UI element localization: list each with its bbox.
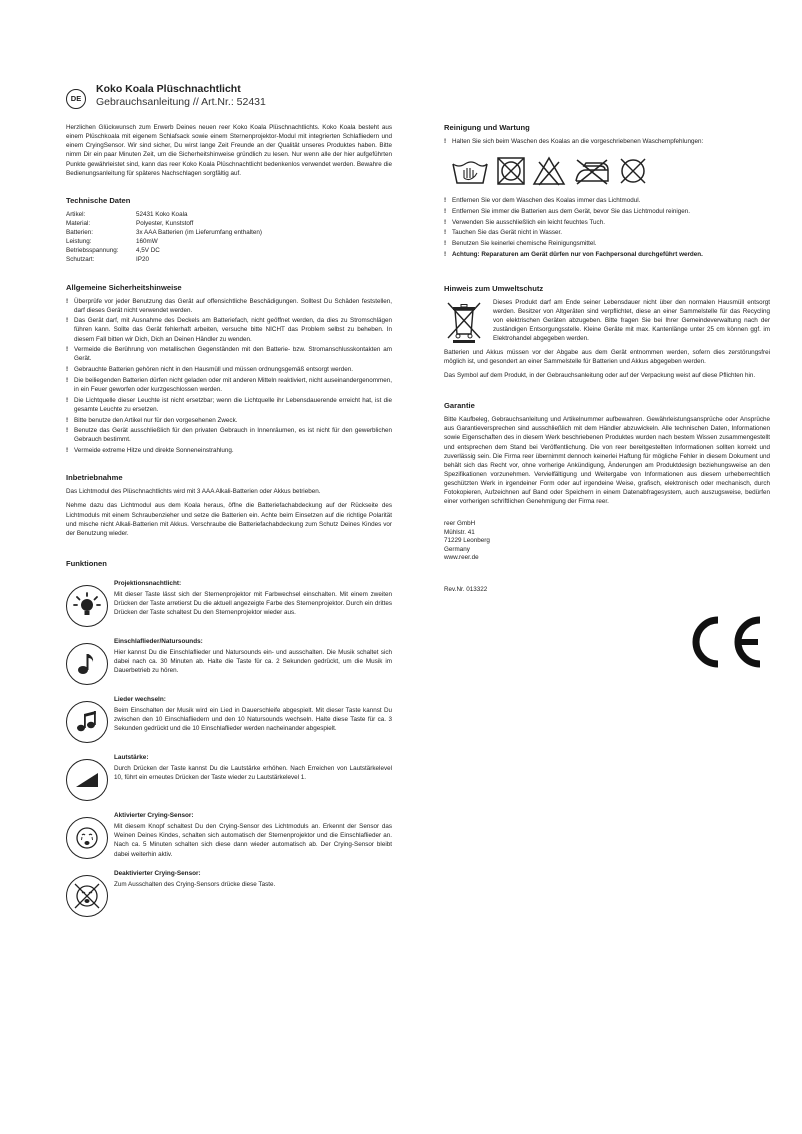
tech-row xyxy=(66,210,392,219)
crossed-bin-icon xyxy=(444,300,484,344)
safety-text: Das Gerät darf, mit Ausnahme des Deckels am Batteriefach, nicht geöffnet werden, da dies zu Stromschlägen führen kann. Sollte das Gerät fehlerhaft arbeiten, versuche bitte NICHT das Problem selbst zu beheben. In diesem Fall bitten wir Dich, Dich an Deinen Händler zu wenden. xyxy=(74,317,392,343)
tech-value: IP20 xyxy=(136,256,149,264)
warning-mark-icon: ! xyxy=(444,229,447,237)
care-item xyxy=(444,218,770,227)
care-text: Verwenden Sie ausschließlich ein leicht feuchtes Tuch. xyxy=(452,218,605,226)
function-body: Hier kannst Du die Einschlaflieder und Natursounds ein- und ausschalten. Die Musik schaltet sich dabei nach ca. 30 Minuten ab. Halte die Taste für ca. 2 Sekunden gedrückt, um die Musik im Dauerbetrieb zu hören. xyxy=(114,649,392,675)
washing-symbols xyxy=(450,156,770,186)
warning-mark-icon: ! xyxy=(444,240,447,247)
warning-mark-icon: ! xyxy=(66,346,69,354)
care-item xyxy=(444,196,770,205)
lightbulb-icon xyxy=(66,585,108,627)
function-text xyxy=(114,753,392,801)
warning-mark-icon: ! xyxy=(66,317,69,325)
warranty-text: Bitte Kaufbeleg, Gebrauchsanleitung und Artikelnummer aufbewahren. Gewährleistungsansprüche oder Ansprüche aus Garantieversprechen sind ausschließlich mit dem Händler abzuwickeln. Alle technischen Daten, Informationen sowie Eigenschaften des in diesem Werk beschriebenen Produktes wurden nach bestem Wissen zusammengestellt und entsprechen dem Stand bei Veröffentlichung. Die von reer bereitgestellten Informationen sollten korrekt und zuverlässig sein. Die Firma reer übernimmt dennoch keinerlei Haftung für mögliche Fehler in diesem Dokument und behält sich das Recht vor, ohne vorherige Ankündigung, Änderungen am Produktdesign beziehungsweise an den Spezifikationen vorzunehmen. Vervielfältigung und Weitergabe von Informationen aus diesem urheberrechtlich geschützten Werk in irgendeiner Form oder auf irgendeine Weise, grafisch, elektronisch oder mechanisch, durch Fotokopieren, Aufzeichnen auf Band oder Speichern in einem Datenabfragesystem, auch auszugsweise, bedürfen einer vorherigen schriftlichen Genehmigung der Firma reer. xyxy=(444,416,770,506)
function-title: Einschlaflieder/Natursounds: xyxy=(114,637,203,645)
address-street: Mühlstr. 41 xyxy=(444,528,475,536)
function-item xyxy=(66,695,392,743)
tech-row xyxy=(66,228,392,237)
tech-key: Schutzart: xyxy=(66,256,95,264)
tech-value: 3x AAA Batterien (im Lieferumfang enthalten) xyxy=(136,229,263,236)
safety-text: Die beiliegenden Batterien dürfen nicht geladen oder mit anderen Mitteln reaktiviert, nicht auseinandergenommen, in ein Feuer geworfen oder kurzgeschlossen werden. xyxy=(74,376,392,393)
safety-item xyxy=(66,376,392,394)
safety-item xyxy=(66,396,392,414)
function-title: Aktivierter Crying-Sensor: xyxy=(114,811,194,819)
warning-mark-icon: ! xyxy=(444,138,447,145)
environment-heading: Hinweis zum Umweltschutz xyxy=(444,283,544,293)
function-body: Mit diesem Knopf schaltest Du den Crying-Sensor des Lichtmoduls an. Erkennt der Sensor das Weinen Deines Kindes, schalten sich automatisch der Sternenprojektor und die Einschlaflieder an. Nach ca. 5 Minuten schalten sich diese dann wieder automatisch ab. Der Crying-Sensor bleibt dabei weiterhin aktiv. xyxy=(114,823,392,858)
tech-key: Material: xyxy=(66,219,91,227)
care-item xyxy=(444,239,770,248)
intro-text: Herzlichen Glückwunsch zum Erwerb Deines neuen reer Koko Koala Plüschnachtlichts. Koko Koala besteht aus einem Plüschkoala mit eigenem Schlafsack sowie einem Sternenprojektor-Modul mit integrierten Schlafliedern und einem CryingSensor. Wir sind sicher, Du wirst lange Zeit Freunde an der Qualität unseres Produktes haben. Bitte nimm Dir ein paar Minuten Zeit, um die Sicherheitshinweise gründlich zu lesen. Nur wenn alle der hier aufgeführten Punkte gewährleistet sind, kann das reer Koko Koala Plüschnachtlicht bedenkenlos verwendet werden. Bewahre die Bedienungsanleitung für späteres Nachschlagen sorgfältig auf. xyxy=(66,124,392,177)
care-intro xyxy=(444,137,770,146)
address-web: www.reer.de xyxy=(444,554,479,562)
header xyxy=(66,83,392,117)
function-text xyxy=(114,637,392,685)
function-body: Mit dieser Taste lässt sich der Sternenprojektor mit Farbwechsel einschalten. Mit einem zweiten Drücken der Taste arretierst Du die aktuell angezeigte Farbe des Sternenprojektor. Durch ein drittes Drücken der Taste schaltest Du den Sternenprojektor wieder aus. xyxy=(114,591,392,617)
music-next-icon xyxy=(66,701,108,743)
company-address xyxy=(444,520,770,563)
address-country: Germany xyxy=(444,545,470,553)
function-text xyxy=(114,811,392,859)
care-text: Entfernen Sie vor dem Waschen des Koalas immer das Lichtmodul. xyxy=(452,197,641,205)
warning-mark-icon: ! xyxy=(66,447,69,455)
revision-number: Rev.Nr. 013322 xyxy=(444,585,488,593)
safety-list xyxy=(66,297,392,456)
care-heading: Reinigung und Wartung xyxy=(444,123,530,132)
function-text xyxy=(114,869,392,917)
volume-icon xyxy=(66,759,108,801)
safety-item xyxy=(66,446,392,455)
no-iron-icon xyxy=(572,156,612,186)
function-item xyxy=(66,753,392,801)
hand-wash-icon xyxy=(450,156,490,186)
warning-mark-icon: ! xyxy=(444,218,447,226)
warning-mark-icon: ! xyxy=(66,427,69,435)
weee-block xyxy=(444,298,770,344)
tech-value: 52431 Koko Koala xyxy=(136,210,188,218)
warning-mark-icon: ! xyxy=(66,376,69,384)
care-list xyxy=(444,196,770,259)
warning-mark-icon: ! xyxy=(66,297,69,305)
no-dry-clean-icon xyxy=(618,156,648,186)
no-tumble-dry-icon xyxy=(496,156,526,186)
warning-mark-icon: ! xyxy=(66,366,69,374)
function-body: Durch Drücken der Taste kannst Du die Lautstärke erhöhen. Nach Erreichen von Lautstärkelevel 10, führt ein erneutes Drücken der Taste wieder zu Lautstärkelevel 1. xyxy=(114,765,392,782)
left-column xyxy=(66,83,392,917)
crying-baby-icon xyxy=(66,817,108,859)
startup-heading: Inbetriebnahme xyxy=(66,473,123,483)
function-text xyxy=(114,695,392,743)
tech-value: 160mW xyxy=(136,238,158,246)
safety-item xyxy=(66,345,392,363)
environment-text: Dieses Produkt darf am Ende seiner Lebensdauer nicht über den normalen Hausmüll entsorgt werden. Besitzer von Altgeräten sind verpflichtet, diese an einer Sammelstelle für das Recycling von elektrischen Geräten abzugeben. Bitte fragen Sie bei Ihrer Gemeindeverwaltung nach der zuständigen Entsorgungsstelle. Kleine Geräte mit max. Kantenlänge unter 25 cm können ggf. im Elektrohandel abgegeben werden. xyxy=(493,298,770,343)
tech-key: Leistung: xyxy=(66,238,92,246)
function-body: Zum Ausschalten des Crying-Sensors drücke diese Taste. xyxy=(114,881,276,889)
safety-item xyxy=(66,297,392,315)
address-city: 71229 Leonberg xyxy=(444,537,490,545)
warning-mark-icon: ! xyxy=(66,396,69,404)
warning-mark-icon: ! xyxy=(444,207,447,215)
safety-item xyxy=(66,416,392,425)
safety-text: Bitte benutze den Artikel nur für den vorgesehenen Zweck. xyxy=(74,416,238,424)
functions-heading: Funktionen xyxy=(66,558,107,568)
warning-mark-icon: ! xyxy=(444,197,447,205)
safety-text: Vermeide extreme Hitze und direkte Sonneneinstrahlung. xyxy=(74,447,234,455)
safety-heading: Allgemeine Sicherheitshinweise xyxy=(66,282,182,292)
function-title: Projektionsnachtlicht: xyxy=(114,579,182,587)
function-title: Lautstärke: xyxy=(114,753,149,761)
warning-mark-icon: ! xyxy=(444,250,447,258)
function-text xyxy=(114,579,392,627)
function-item xyxy=(66,637,392,685)
care-text: Benutzen Sie keinerlei chemische Reinigungsmittel. xyxy=(452,240,597,247)
ce-mark-icon xyxy=(684,614,764,670)
care-text: Achtung: Reparaturen am Gerät dürfen nur von Fachpersonal durchgeführt werden. xyxy=(452,250,703,258)
crying-sensor-off-icon xyxy=(66,875,108,917)
right-column xyxy=(444,122,770,594)
music-note-icon xyxy=(66,643,108,685)
safety-text: Die Lichtquelle dieser Leuchte ist nicht ersetzbar; wenn die Lichtquelle ihr Lebensdauerende erreicht hat, ist die gesamte Leuchte zu ersetzen. xyxy=(74,396,392,413)
no-bleach-icon xyxy=(532,156,566,186)
tech-key: Betriebsspannung: xyxy=(66,247,119,255)
safety-item xyxy=(66,316,392,343)
function-item xyxy=(66,811,392,859)
address-company: reer GmbH xyxy=(444,520,476,528)
startup-text: Das Lichtmodul des Plüschnachtlichts wird mit 3 AAA Alkali-Batterien oder Akkus betrieben. xyxy=(66,488,321,496)
tech-heading: Technische Daten xyxy=(66,195,131,205)
page-subtitle: Gebrauchsanleitung // Art.Nr.: 52431 xyxy=(96,96,266,108)
safety-text: Gebrauchte Batterien gehören nicht in den Hausmüll und müssen ordnungsgemäß entsorgt werden. xyxy=(74,366,353,374)
function-item xyxy=(66,869,392,917)
environment-text: Das Symbol auf dem Produkt, in der Gebrauchsanleitung oder auf der Verpackung weist auf diese Pflichten hin. xyxy=(444,372,756,380)
language-badge: DE xyxy=(66,89,86,109)
page-title: Koko Koala Plüschnachtlicht xyxy=(96,83,241,95)
care-item xyxy=(444,228,770,237)
tech-row xyxy=(66,219,392,228)
function-title: Lieder wechseln: xyxy=(114,695,166,703)
care-item xyxy=(444,250,770,259)
warranty-heading: Garantie xyxy=(444,401,475,411)
care-item xyxy=(444,207,770,216)
safety-item xyxy=(66,426,392,444)
warning-mark-icon: ! xyxy=(66,416,69,424)
care-intro-text: Halten Sie sich beim Waschen des Koalas an die vorgeschriebenen Waschempfehlungen: xyxy=(452,138,704,145)
safety-text: Vermeide die Berührung von metallischen Gegenständen mit den Batterie- bzw. Stromanschlusskontakten am Gerät. xyxy=(74,346,392,363)
startup-text: Nehme dazu das Lichtmodul aus dem Koala heraus, öffne die Batteriefachabdeckung auf der Rückseite des Lichtmoduls mit einem Schraubenzieher und setze die Batterien ein. Achte beim Einsetzen auf die richtige Polarität und mische nicht Alkali-Batterien mit Akkus. Verschraube die Batteriefachabdeckung zum Schutz Deines Kindes vor der Benutzung wieder. xyxy=(66,502,392,537)
safety-item xyxy=(66,365,392,374)
environment-text: Batterien und Akkus müssen vor der Abgabe aus dem Gerät entnommen werden, sofern dies zerstörungsfrei möglich ist, und gesondert an einer Sammelstelle für Batterien und Akkus abgegeben werden. xyxy=(444,348,770,365)
tech-value: Polyester, Kunststoff xyxy=(136,219,194,227)
tech-table xyxy=(66,210,392,265)
tech-row xyxy=(66,246,392,255)
tech-row xyxy=(66,237,392,246)
safety-text: Überprüfe vor jeder Benutzung das Gerät auf offensichtliche Beschädigungen. Solltest Du Schäden feststellen, darf dieses Gerät nicht verwendet werden. xyxy=(74,297,392,314)
tech-row xyxy=(66,255,392,264)
function-body: Beim Einschalten der Musik wird ein Lied in Dauerschleife abgespielt. Mit dieser Taste kannst Du zwischen den 10 Einschlafliedern und den 10 Natursounds wechseln. Halte diese Taste für ca. 3 Sekunden gedrückt und die 10 Einschlaflieder werden nacheinander abgespielt. xyxy=(114,707,392,733)
safety-text: Benutze das Gerät ausschließlich für den privaten Gebrauch in Innenräumen, es ist nicht für den gewerblichen Gebrauch bestimmt. xyxy=(74,427,392,444)
care-text: Entfernen Sie immer die Batterien aus dem Gerät, bevor Sie das Lichtmodul reinigen. xyxy=(452,207,691,215)
tech-value: 4,5V DC xyxy=(136,247,160,255)
care-text: Tauchen Sie das Gerät nicht in Wasser. xyxy=(452,229,563,237)
function-title: Deaktivierter Crying-Sensor: xyxy=(114,869,201,877)
tech-key: Artikel: xyxy=(66,210,86,218)
function-item xyxy=(66,579,392,627)
tech-key: Batterien: xyxy=(66,229,93,236)
